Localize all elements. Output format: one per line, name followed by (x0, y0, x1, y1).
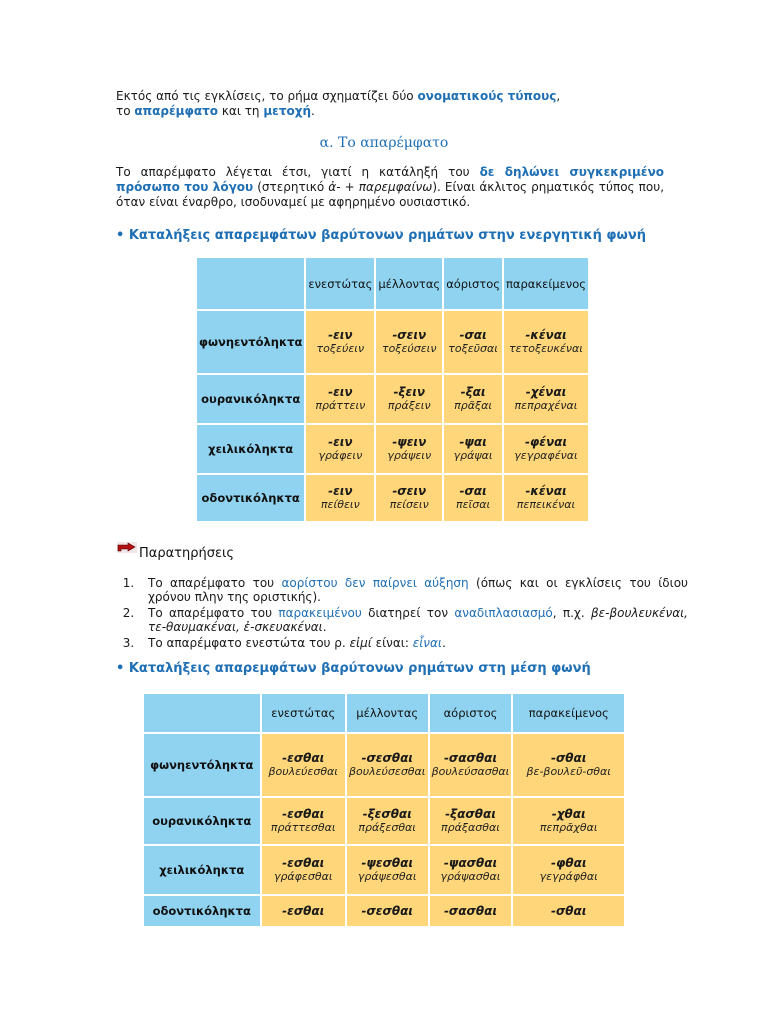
table-cell (262, 896, 345, 926)
example: τοξεῦσαι (448, 342, 498, 355)
ending: -σασθαι (443, 904, 498, 918)
table-cell (376, 311, 442, 373)
table-cell (262, 734, 345, 796)
table-cell (376, 475, 442, 521)
note-text: (όπως και οι εγκλίσεις του ίδιου χρόνου πλην της οριστικής). (148, 576, 688, 604)
table-cell (513, 734, 624, 796)
table-cell (262, 798, 345, 844)
table-cell (513, 896, 624, 926)
example: πρᾶξαι (454, 399, 493, 412)
ending: -ξεσθαι (362, 807, 412, 821)
intro-highlight: μετοχή (263, 104, 312, 118)
ending: -ειν (328, 435, 353, 449)
table-row (144, 798, 624, 844)
table-cell (262, 846, 345, 894)
table-row (197, 375, 588, 423)
ending: -ξειν (393, 385, 426, 399)
intro-text: και τη (218, 104, 264, 118)
column-header: παρακείμενος (504, 258, 588, 309)
para-text: + (340, 180, 359, 194)
table-cell (444, 311, 502, 373)
ending: -ξαι (460, 385, 486, 399)
column-header: ενεστώτας (306, 258, 374, 309)
table-cell (347, 798, 428, 844)
para-text: (στερητικό (253, 180, 329, 194)
list-item (138, 576, 688, 604)
example: γράψαι (453, 449, 493, 462)
intro-text: , (556, 89, 561, 103)
table-row (144, 734, 624, 796)
definition-paragraph (116, 165, 664, 210)
table-cell (347, 734, 428, 796)
ending: -ψεσθαι (361, 856, 414, 870)
example: γεγράφθαι (539, 870, 598, 883)
ending: -ειν (328, 484, 353, 498)
ending: -κέναι (525, 328, 567, 342)
example: γράφειν (318, 449, 363, 462)
table-cell (444, 425, 502, 473)
notes-title: Παρατηρήσεις (139, 546, 235, 561)
example: τοξεύειν (316, 342, 365, 355)
note-text: . (441, 636, 446, 650)
note-highlight: αναδιπλασιασμό (454, 606, 553, 620)
column-header: μέλλοντας (347, 694, 428, 732)
table-cell (430, 798, 512, 844)
column-header: αόριστος (444, 258, 502, 309)
ending: -εσθαι (282, 856, 325, 870)
table-row (144, 896, 624, 926)
table-cell (306, 375, 374, 423)
intro-highlight: απαρέμφατο (134, 104, 219, 118)
note-text: Το απαρέμφατο ενεστώτα του ρ. (148, 636, 350, 650)
row-header: οδοντικόληκτα (144, 896, 260, 926)
example: τοξεύσειν (381, 342, 437, 355)
ending: -ψαι (459, 435, 487, 449)
ending: -σθαι (550, 904, 587, 918)
ending: -χέναι (525, 385, 567, 399)
row-header: ουρανικόληκτα (144, 798, 260, 844)
intro-line-1 (116, 89, 664, 104)
intro-text: το (116, 104, 135, 118)
table-cell (376, 425, 442, 473)
heading-active-voice: • Καταλήξεις απαρεμφάτων βαρύτονων ρημάτων στην ενεργητική φωνή (116, 228, 646, 243)
example: πεῖσαι (455, 498, 491, 511)
note-text: είναι: (371, 636, 413, 650)
table-cell (513, 846, 624, 894)
ending: -σειν (392, 484, 427, 498)
ending: -σειν (392, 328, 427, 342)
example: πεπεικέναι (516, 498, 576, 511)
column-header: αόριστος (430, 694, 512, 732)
table-cell (347, 846, 428, 894)
example: πεπρᾶχθαι (539, 821, 598, 834)
intro-highlight: ονοματικούς τύπους (417, 89, 557, 103)
table-cell (444, 375, 502, 423)
note-text: διατηρεί τον (361, 606, 455, 620)
table-row (197, 475, 588, 521)
para-italic: παρεμφαίνω (358, 180, 433, 194)
example: βουλεύεσθαι (268, 765, 339, 778)
heading-middle-voice: • Καταλήξεις απαρεμφάτων βαρύτονων ρημάτων στη μέση φωνή (116, 661, 591, 676)
note-highlight: αορίστου δεν παίρνει αύξηση (281, 576, 469, 590)
table-row (144, 846, 624, 894)
ending: -σαι (459, 484, 487, 498)
table-row (197, 311, 588, 373)
middle-voice-table (142, 692, 626, 928)
pointing-hand-icon (117, 541, 137, 554)
intro-text: Εκτός από τις εγκλίσεις, το ρήμα σχηματίζει δύο (116, 89, 418, 103)
note-text: Το απαρέμφατο του (148, 576, 282, 590)
table-corner (144, 694, 260, 732)
ending: -χθαι (551, 807, 586, 821)
para-text: Το απαρέμφατο λέγεται έτσι, γιατί η κατάληξή του (116, 165, 480, 179)
table-cell (347, 896, 428, 926)
row-header: χειλικόληκτα (144, 846, 260, 894)
ending: -ψειν (392, 435, 427, 449)
note-highlight: παρακειμένου (278, 606, 362, 620)
example: πράξασθαι (441, 821, 500, 834)
example: πράττειν (315, 399, 366, 412)
example: πράττεσθαι (270, 821, 336, 834)
row-header: ουρανικόληκτα (197, 375, 304, 423)
ending: -φέναι (524, 435, 568, 449)
column-header: παρακείμενος (513, 694, 624, 732)
example: γράφεσθαι (273, 870, 333, 883)
ending: -σαι (459, 328, 487, 342)
ending: -εσθαι (282, 807, 325, 821)
table-cell (306, 475, 374, 521)
example: βε-βουλεῦ-σθαι (526, 765, 611, 778)
table-cell (430, 846, 512, 894)
ending: -ψασθαι (443, 856, 498, 870)
example: πράξεσθαι (358, 821, 417, 834)
note-highlight: εἶναι (412, 636, 442, 650)
para-italic: ἀ- (328, 180, 341, 194)
ending: -σθαι (550, 751, 587, 765)
column-header: ενεστώτας (262, 694, 345, 732)
ending: -εσθαι (282, 751, 325, 765)
note-text: , π.χ. (552, 606, 591, 620)
example: βουλεύσασθαι (431, 765, 510, 778)
notes-list (116, 576, 688, 652)
row-header: χειλικόληκτα (197, 425, 304, 473)
table-cell (430, 734, 512, 796)
example: γεγραφέναι (514, 449, 578, 462)
para-text: ). Είναι άκλιτος ρηματικός τύπος που, όταν είναι έναρθρο, ισοδυναμεί με αφηρημένο ουσιαστικό. (116, 180, 665, 209)
table-cell (444, 475, 502, 521)
table-cell (306, 425, 374, 473)
note-text: . (322, 620, 327, 634)
table-row (197, 425, 588, 473)
ending: -ειν (328, 385, 353, 399)
intro-text: . (311, 104, 315, 118)
note-example: βε-βουλευκέναι, τε-θαυμακέναι, ἐ-σκευακέναι (148, 606, 688, 634)
table-cell (306, 311, 374, 373)
ending: -φθαι (550, 856, 587, 870)
table-corner (197, 258, 304, 309)
table-cell (430, 896, 512, 926)
note-example: εἰμί (349, 636, 372, 650)
example: πράξειν (387, 399, 431, 412)
row-header: φωνηεντόληκτα (197, 311, 304, 373)
example: γράψειν (387, 449, 432, 462)
ending: -κέναι (525, 484, 567, 498)
ending: -σεσθαι (361, 751, 413, 765)
note-text: Το απαρέμφατο του (148, 606, 279, 620)
example: γράψεσθαι (357, 870, 417, 883)
table-cell (504, 475, 588, 521)
table-cell (513, 798, 624, 844)
section-title: α. Το απαρέμφατο (319, 135, 449, 151)
example: βουλεύσεσθαι (348, 765, 426, 778)
ending: -εσθαι (282, 904, 325, 918)
intro-line-2 (116, 104, 664, 119)
ending: -σεσθαι (361, 904, 413, 918)
example: πείσειν (389, 498, 429, 511)
row-header: φωνηεντόληκτα (144, 734, 260, 796)
example: γράψασθαι (440, 870, 501, 883)
example: πεπραχέναι (514, 399, 578, 412)
table-cell (504, 375, 588, 423)
ending: -σασθαι (443, 751, 498, 765)
table-cell (504, 311, 588, 373)
table-cell (376, 375, 442, 423)
list-item (138, 636, 688, 650)
table-cell (504, 425, 588, 473)
row-header: οδοντικόληκτα (197, 475, 304, 521)
column-header: μέλλοντας (376, 258, 442, 309)
example: τετοξευκέναι (509, 342, 583, 355)
example: πείθειν (320, 498, 360, 511)
ending: -ξασθαι (445, 807, 496, 821)
para-highlight: δε δηλώνει συγκεκριμένο πρόσωπο του λόγου (116, 165, 664, 194)
list-item (138, 606, 688, 634)
active-voice-table (195, 256, 590, 523)
ending: -ειν (328, 328, 353, 342)
